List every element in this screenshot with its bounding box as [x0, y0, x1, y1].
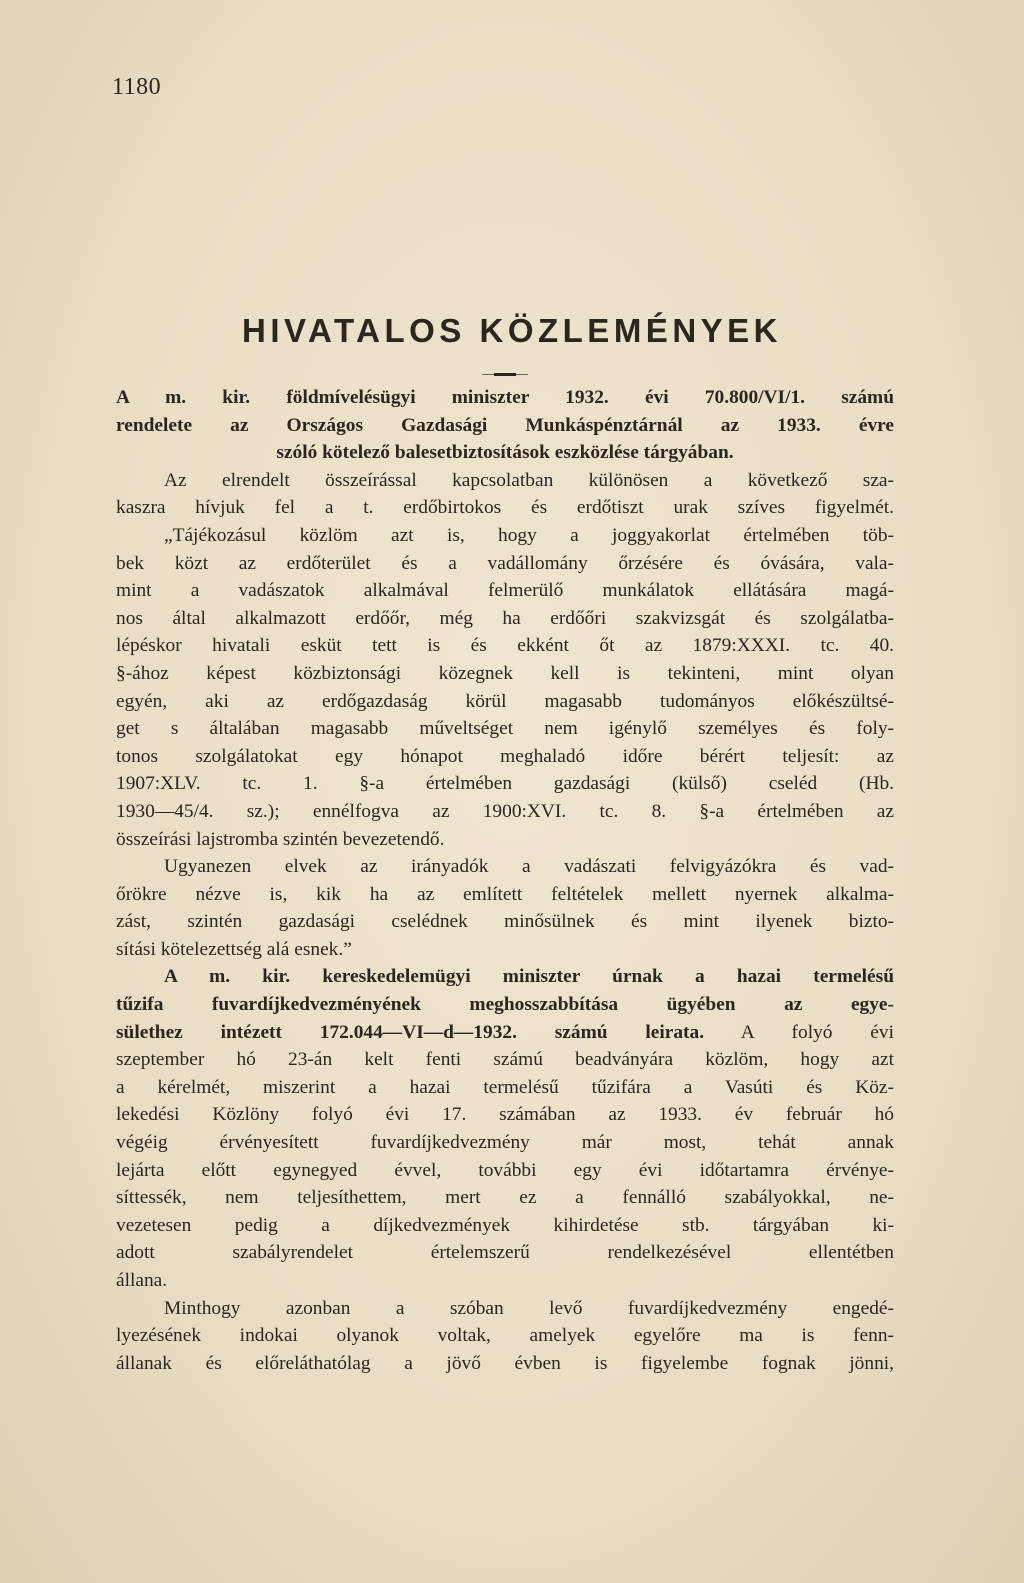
text-line: 1930—45/4. sz.); ennélfogva az 1900:XVI. tc. 8. §-a értelmében az — [116, 800, 894, 822]
text-line: állanak és előreláthatólag a jövő évben is figyelembe fognak jönni, — [116, 1352, 894, 1374]
text-line: nos által alkalmazott erdőőr, még ha erdőőri szakvizsgát és szolgálatba- — [116, 607, 894, 629]
title-rule — [494, 373, 516, 376]
text-line: A m. kir. földmívelésügyi miniszter 1932. évi 70.800/VI/1. számú — [116, 387, 894, 408]
body-text — [116, 384, 894, 1377]
page-number: 1180 — [112, 74, 162, 100]
text-line: síttessék, nem teljesíthettem, mert ez a fennálló szabályokkal, ne- — [116, 1187, 894, 1209]
text-line: tűzifa fuvardíjkedvezményének meghosszabbítása ügyében az egye- — [116, 994, 894, 1016]
text-line: 1907:XLV. tc. 1. §-a értelmében gazdasági (külső) cseléd (Hb. — [116, 773, 894, 795]
text-line: sítási kötelezettség alá esnek.” — [116, 938, 352, 960]
text-line: adott szabályrendelet értelemszerű rendelkezésével ellentétben — [116, 1242, 894, 1264]
section-title: HIVATALOS KÖZLEMÉNYEK — [242, 312, 782, 349]
text-line: tonos szolgálatokat egy hónapot meghaladó időre bérért teljesít: az — [116, 745, 894, 767]
text-line: A m. kir. kereskedelemügyi miniszter úrnak a hazai termelésű — [164, 966, 894, 988]
text-line: lépéskor hivatali esküt tett is és ekként őt az 1879:XXXI. tc. 40. — [116, 635, 894, 657]
text-line: szeptember hó 23-án kelt fenti számú beadványára közlöm, hogy azt — [116, 1049, 894, 1071]
bold-segment: sülethez intézett 172.044—VI—d—1932. számú leirata. — [116, 1021, 705, 1043]
text-line: „Tájékozásul közlöm azt is, hogy a joggyakorlat értelmében töb- — [164, 524, 894, 546]
text-line: lejárta előtt egynegyed évvel, további egy évi időtartamra érvénye- — [116, 1159, 894, 1181]
text-line: §-ához képest közbiztonsági közegnek kell is tekinteni, mint olyan — [116, 662, 894, 684]
text-line: Az elrendelt összeírással kapcsolatban különösen a következő sza- — [164, 469, 894, 491]
text-line: végéig érvényesített fuvardíjkedvezmény már most, tehát annak — [116, 1132, 894, 1154]
text-line: get s általában magasabb műveltséget nem igénylő személyes és foly- — [116, 718, 894, 740]
text-line: szóló kötelező balesetbiztosítások eszközlése tárgyában. — [276, 442, 734, 464]
text-line: egyén, aki az erdőgazdaság körül magasabb tudományos előkészültsé- — [116, 690, 894, 712]
text-line: vezetesen pedig a díjkedvezmények kihirdetése stb. tárgyában ki- — [116, 1214, 894, 1236]
text-line: bek közt az erdőterület és a vadállomány őrzésére és óvására, vala- — [116, 552, 894, 574]
text-line: lyezésének indokai olyanok voltak, amelyek egyelőre ma is fenn- — [116, 1325, 894, 1347]
text-line: Minthogy azonban a szóban levő fuvardíjkedvezmény engedé- — [164, 1297, 894, 1319]
text-line: a kérelmét, miszerint a hazai termelésű tűzifára a Vasúti és Köz- — [116, 1076, 894, 1098]
text-line: rendelete az Országos Gazdasági Munkáspénztárnál az 1933. évre — [116, 414, 894, 436]
text-line: kaszra hívjuk fel a t. erdőbirtokos és erdőtiszt urak szíves figyelmét. — [116, 497, 894, 519]
text-line: sülethez intézett 172.044—VI—d—1932. számú leirata. A folyó évi — [116, 1021, 894, 1043]
text-line: őrökre nézve is, kik ha az említett feltételek mellett nyernek alkalma- — [116, 883, 894, 905]
text-line: mint a vadászatok alkalmával felmerülő munkálatok ellátására magá- — [116, 580, 894, 602]
text-line: állana. — [116, 1270, 168, 1291]
text-line: zást, szintén gazdasági cselédnek minősülnek és mint ilyenek bizto- — [116, 911, 894, 933]
text-line: összeírási lajstromba szintén bevezetendő. — [116, 828, 445, 850]
text-line: lekedési Közlöny folyó évi 17. számában az 1933. év február hó — [116, 1104, 894, 1126]
text-line: Ugyanezen elvek az irányadók a vadászati felvigyázókra és vad- — [164, 856, 894, 878]
